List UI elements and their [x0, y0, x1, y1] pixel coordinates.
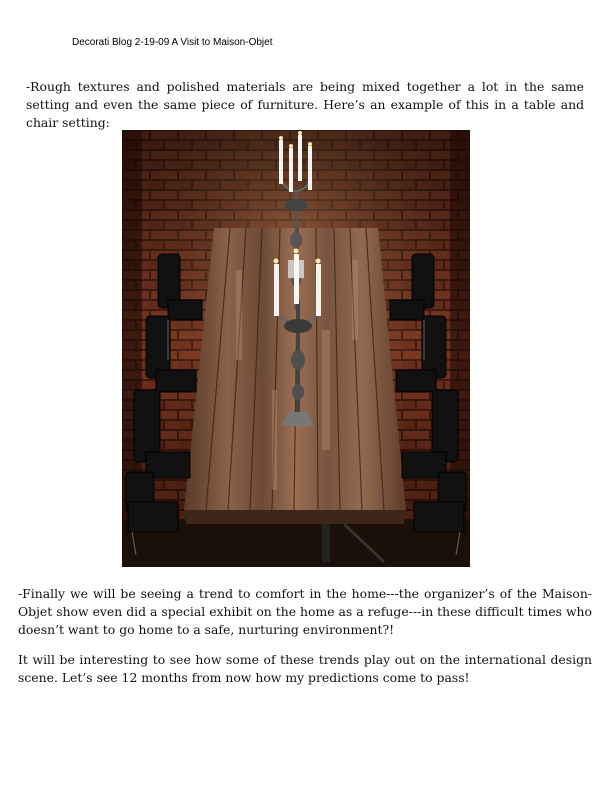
paragraph-comfort: -Finally we will be seeing a trend to comfort in the home---the organizer’s of the Maison-Objet show even did a special exhibit on the home as a refuge---in these difficult times who doesn’t want to go home to a safe, nurturing environment?! [18, 586, 592, 637]
dining-table-photo [122, 130, 470, 567]
paragraph-closing: It will be interesting to see how some of these trends play out on the international design scene. Let’s see 12 months from now how my predictions come to pass! [18, 652, 592, 685]
paragraph-textures: -Rough textures and polished materials are being mixed together a lot in the same setting and even the same piece of furniture. Here’s an example of this in a table and chair setting: [26, 79, 584, 130]
page-header: Decorati Blog 2-19-09 A Visit to Maison-Objet [72, 37, 273, 48]
